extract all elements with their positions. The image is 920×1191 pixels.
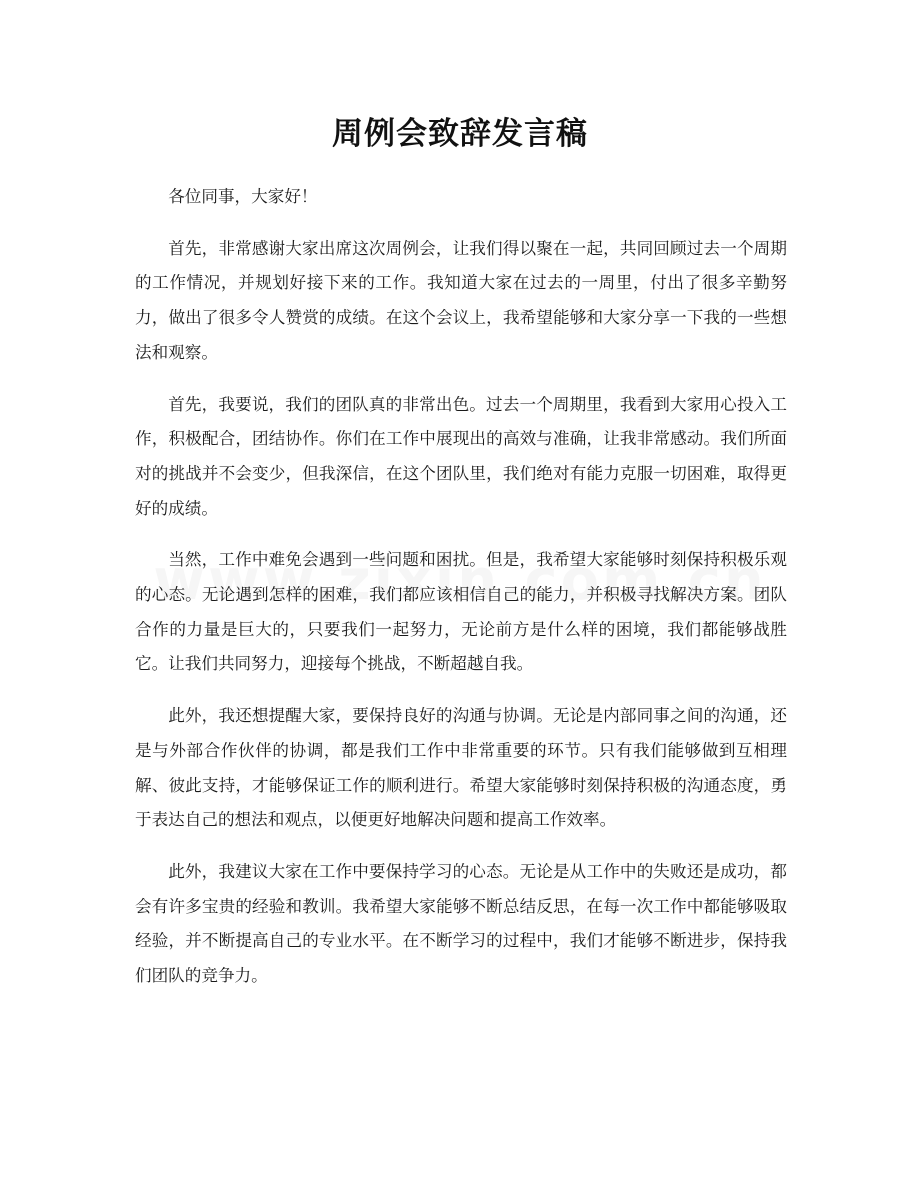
body-paragraph: 此外，我建议大家在工作中要保持学习的心态。无论是从工作中的失败还是成功，都会有许多宝贵的经验和教训。我希望大家能够不断总结反思，在每一次工作中都能够吸取经验，并不断提高自己的专业水平。在不断学习的过程中，我们才能够不断进步，保持我们团队的竞争力。 [135, 861, 787, 986]
body-paragraph: 首先，非常感谢大家出席这次周例会，让我们得以聚在一起，共同回顾过去一个周期的工作情况，并规划好接下来的工作。我知道大家在过去的一周里，付出了很多辛勤努力，做出了很多令人赞赏的成绩。在这个会议上，我希望能够和大家分享一下我的一些想法和观察。 [135, 238, 787, 362]
body-paragraph: 当然，工作中难免会遇到一些问题和困扰。但是，我希望大家能够时刻保持积极乐观的心态。无论遇到怎样的困难，我们都应该相信自己的能力，并积极寻找解决方案。团队合作的力量是巨大的，只要我们一起努力，无论前方是什么样的困境，我们都能够战胜它。让我们共同努力，迎接每个挑战，不断超越自我。 [135, 550, 787, 674]
greeting-paragraph: 各位同事，大家好！ [168, 187, 318, 206]
body-paragraph: 此外，我还想提醒大家，要保持良好的沟通与协调。无论是内部同事之间的沟通，还是与外部合作伙伴的协调，都是我们工作中非常重要的环节。只有我们能够做到互相理解、彼此支持，才能够保证工作的顺利进行。希望大家能够时刻保持积极的沟通态度，勇于表达自己的想法和观点，以便更好地解决问题和提高工作效率。 [135, 706, 787, 830]
document-title: 周例会致辞发言稿 [332, 116, 588, 152]
document-body [135, 180, 787, 1011]
body-paragraph: 首先，我要说，我们的团队真的非常出色。过去一个周期里，我看到大家用心投入工作，积极配合，团结协作。你们在工作中展现出的高效与准确，让我非常感动。我们所面对的挑战并不会变少，但我深信，在这个团队里，我们绝对有能力克服一切困难，取得更好的成绩。 [135, 394, 787, 518]
